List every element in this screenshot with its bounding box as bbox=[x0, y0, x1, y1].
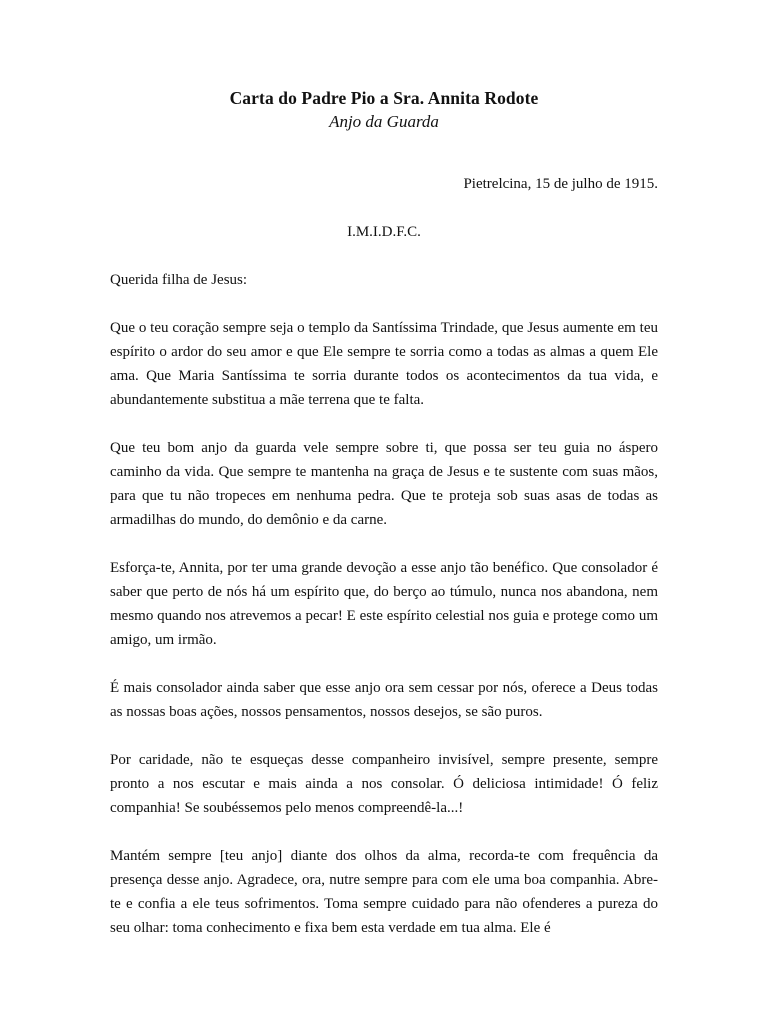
paragraph: Esforça-te, Annita, por ter uma grande devoção a esse anjo tão benéfico. Que consolador é saber que perto de nós há um espírito que, do berço ao túmulo, nunca nos abandona, nem mesmo quando nos atrevemos a pecar! E este espírito celestial nos guia e protege como um amigo, um irmão. bbox=[110, 560, 658, 648]
paragraph: Que teu bom anjo da guarda vele sempre sobre ti, que possa ser teu guia no áspero caminho da vida. Que sempre te mantenha na graça de Jesus e te sustente com suas mãos, para que tu não tropeces em nenhuma pedra. Que te proteja sob suas asas de todas as armadilhas do mundo, do demônio e da carne. bbox=[110, 440, 658, 528]
monogram: I.M.I.D.F.C. bbox=[347, 224, 421, 240]
place-date: Pietrelcina, 15 de julho de 1915. bbox=[463, 176, 658, 192]
paragraph: É mais consolador ainda saber que esse anjo ora sem cessar por nós, oferece a Deus todas as nossas boas ações, nossos pensamentos, nossos desejos, se são puros. bbox=[110, 680, 658, 720]
paragraph: Que o teu coração sempre seja o templo da Santíssima Trindade, que Jesus aumente em teu espírito o ardor do seu amor e que Ele sempre te sorria como a todas as almas a quem Ele ama. Que Maria Santíssima te sorria durante todos os acontecimentos da tua vida, e abundantemente substitua a mãe terrena que te falta. bbox=[110, 320, 658, 408]
letter-title: Carta do Padre Pio a Sra. Annita Rodote bbox=[229, 88, 539, 108]
salutation: Querida filha de Jesus: bbox=[110, 272, 248, 288]
letter-subtitle: Anjo da Guarda bbox=[329, 112, 439, 131]
paragraph: Mantém sempre [teu anjo] diante dos olhos da alma, recorda-te com frequência da presença desse anjo. Agradece, ora, nutre sempre para com ele uma boa companhia. Abre-te e confia a ele teus sofrimentos. Toma sempre cuidado para não ofenderes a pureza do seu olhar: toma conhecimento e fixa bem esta verdade em tua alma. Ele é bbox=[110, 848, 658, 936]
letter-page bbox=[110, 86, 658, 940]
paragraph: Por caridade, não te esqueças desse companheiro invisível, sempre presente, sempre pronto a nos escutar e mais ainda a nos consolar. Ó deliciosa intimidade! Ó feliz companhia! Se soubéssemos pelo menos compreendê-la...! bbox=[110, 752, 658, 816]
